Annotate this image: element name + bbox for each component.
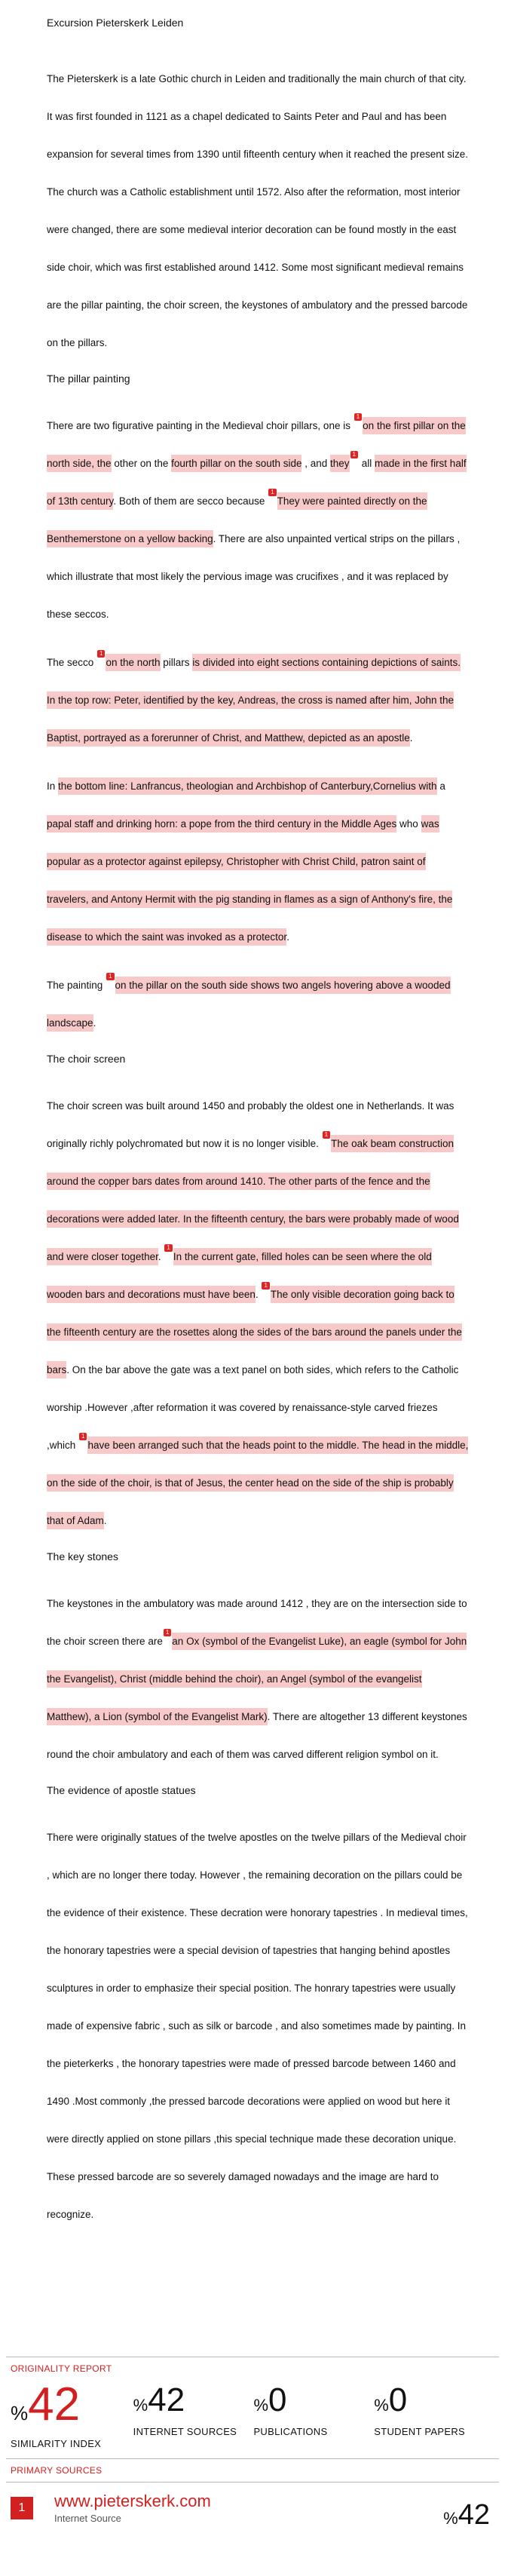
paragraph bbox=[47, 407, 469, 633]
highlighted-text: fourth pillar on the south side bbox=[171, 455, 301, 472]
match-marker[interactable]: 1 bbox=[268, 489, 276, 496]
document-title: Excursion Pieterskerk Leiden bbox=[47, 17, 184, 29]
text: The secco bbox=[47, 657, 97, 668]
match-marker[interactable]: 1 bbox=[262, 1282, 269, 1290]
publications-caption: PUBLICATIONS bbox=[253, 2426, 328, 2437]
student-papers-caption: STUDENT PAPERS bbox=[374, 2426, 465, 2437]
paragraph bbox=[47, 768, 469, 956]
highlighted-text: The oak beam construction around the copper bars dates from around 1410. The other parts of the fence and the decorations were added later. In the fifteenth century, the bars were probably made of wood and were closer together bbox=[47, 1135, 459, 1265]
text: The keystones in the ambulatory was made around 1412 , they are on the intersection side to the choir screen there are bbox=[47, 1598, 467, 1647]
highlighted-text: is divided into eight sections containing depictions of saints. In the top row: Peter, identified by the key, Andreas, the cross is named after him, John the Baptist, portrayed as a forerunner of Christ, and Matthew, depicted as an apostle bbox=[47, 654, 461, 747]
section-heading: The key stones bbox=[47, 1550, 118, 1562]
match-marker[interactable]: 1 bbox=[97, 650, 105, 658]
text: . bbox=[409, 732, 413, 744]
originality-report-label: ORIGINALITY REPORT bbox=[11, 2363, 112, 2374]
paragraph bbox=[47, 60, 469, 362]
section-heading: The pillar painting bbox=[47, 373, 130, 385]
highlighted-text: The only visible decoration going back to the fifteenth century are the rosettes along the sides of the bars around the panels under the bars bbox=[47, 1286, 462, 1378]
highlighted-text: have been arranged such that the heads point to the middle. The head in the middle, on the side of the choir, is that of Jesus, the center head on the side of the ship is probably that of Adam bbox=[47, 1437, 468, 1529]
document-body bbox=[47, 17, 469, 2244]
highlighted-text: made in the first half of 13th century bbox=[47, 455, 467, 510]
percent-symbol: % bbox=[133, 2396, 148, 2415]
text: The choir screen was built around 1450 and probably the oldest one in Netherlands. It was originally richly polychromated but now it is no longer visible. bbox=[47, 1100, 454, 1149]
internet-sources-caption: INTERNET SOURCES bbox=[133, 2426, 237, 2437]
source-percent-value: 42 bbox=[458, 2499, 490, 2531]
internet-sources-stat bbox=[133, 2381, 254, 2449]
percent-symbol: % bbox=[374, 2396, 389, 2415]
source-percent bbox=[443, 2499, 490, 2532]
text: . On the bar above the gate was a text panel on both sides, which refers to the Catholic worship .However ,after reformation it was covered by renaissance-style carved friezes ,which bbox=[47, 1364, 459, 1451]
text: There are two figurative painting in the Medieval choir pillars, one is bbox=[47, 420, 354, 431]
originality-report bbox=[0, 2357, 505, 2533]
text: . There are also unpainted vertical strips on the pillars , which illustrate that most likely the pervious image was crucifixes , and it was replaced by these seccos. bbox=[47, 533, 461, 620]
paragraph bbox=[47, 1819, 469, 2234]
similarity-index-caption: SIMILARITY INDEX bbox=[11, 2438, 102, 2449]
text: all bbox=[359, 458, 375, 469]
text: a bbox=[436, 780, 445, 792]
paragraph bbox=[47, 644, 469, 757]
highlighted-text: an Ox (symbol of the Evangelist Luke), an eagle (symbol for John the Evangelist), Christ (middle behind the choir), an Angel (symbol of the evangelist Matthew), a Lion (symbol of the Evangelist Mark) bbox=[47, 1633, 467, 1725]
text: who bbox=[396, 818, 421, 830]
text: . bbox=[286, 931, 289, 943]
text: . There are altogether 13 different keystones round the choir ambulatory and each of them was carved different religion symbol on it. bbox=[47, 1711, 467, 1760]
highlighted-text: on the first pillar on the north side, the bbox=[47, 417, 466, 472]
paragraph bbox=[47, 1585, 469, 1774]
student-papers-value: 0 bbox=[388, 2381, 408, 2418]
publications-value: 0 bbox=[268, 2381, 287, 2418]
internet-sources-value: 42 bbox=[148, 2381, 185, 2418]
text: other on the bbox=[111, 458, 172, 469]
match-marker[interactable]: 1 bbox=[106, 973, 114, 980]
percent-symbol: % bbox=[11, 2402, 29, 2424]
section-heading: The choir screen bbox=[47, 1053, 126, 1065]
source-type: Internet Source bbox=[54, 2513, 121, 2524]
text: In bbox=[47, 780, 59, 792]
percent-symbol: % bbox=[253, 2396, 269, 2415]
highlighted-text: In the current gate, filled holes can be seen where the old wooden bars and decorations must have been bbox=[47, 1248, 432, 1303]
similarity-index-value: 42 bbox=[28, 2378, 81, 2430]
similarity-index-stat bbox=[11, 2378, 133, 2449]
match-marker[interactable]: 1 bbox=[79, 1433, 87, 1440]
document-content bbox=[47, 60, 469, 2234]
highlighted-text: They were painted directly on the Benthemerstone on a yellow backing bbox=[47, 492, 427, 547]
highlighted-text: papal staff and drinking horn: a pope from the third century in the Middle Ages bbox=[47, 815, 396, 833]
match-marker[interactable]: 1 bbox=[164, 1244, 172, 1252]
section-heading: The evidence of apostle statues bbox=[47, 1784, 196, 1796]
text: There were originally statues of the twelve apostles on the twelve pillars of the Medieval choir , which are no longer there today. However , the remaining decoration on the pillars could be the evidence of their existence. These decration were honorary tapestries . In medieval times, the honorary tapestries were a special devision of tapestries that hanging behind apostles sculptures in order to emphasize their special position. The honrary tapestries were usually made of expensive fabric , such as silk or barcode , and also sometimes made by painting. In the pieterkerks , the honorary tapestries were made of pressed barcode between 1460 and 1490 .Most commonly ,the pressed barcode decorations were applied on wood but here it were directly applied on stone pillars ,this special technique made these decoration unique. These pressed barcode are so severely damaged nowadays and the image are hard to recognize. bbox=[47, 1832, 468, 2220]
source-url-link[interactable]: www.pieterskerk.com bbox=[54, 2492, 211, 2510]
text: . bbox=[103, 1515, 107, 1526]
text: , and bbox=[301, 458, 331, 469]
text: The painting bbox=[47, 980, 106, 991]
source-rank-badge: 1 bbox=[11, 2497, 33, 2519]
publications-stat bbox=[253, 2381, 374, 2449]
paragraph bbox=[47, 967, 469, 1042]
match-marker[interactable]: 1 bbox=[164, 1629, 171, 1636]
highlighted-text: they bbox=[330, 455, 350, 472]
highlighted-text: was popular as a protector against epilepsy, Christopher with Christ Child, patron saint of travelers, and Antony Hermit with the pig standing in flames as a sign of Anthony's fire, the disease to which the saint was invoked as a protector bbox=[47, 815, 452, 946]
match-marker[interactable]: 1 bbox=[350, 451, 358, 458]
paragraph bbox=[47, 1087, 469, 1540]
student-papers-stat bbox=[374, 2381, 494, 2449]
text: . bbox=[255, 1289, 262, 1300]
highlighted-text: the bottom line: Lanfrancus, theologian and Archbishop of Canterbury,Cornelius with bbox=[58, 777, 437, 795]
text: pillars bbox=[160, 657, 193, 668]
match-marker[interactable]: 1 bbox=[323, 1131, 330, 1139]
source-item[interactable] bbox=[0, 2482, 505, 2533]
report-stats bbox=[0, 2380, 505, 2458]
text: . Both of them are secco because bbox=[113, 495, 268, 507]
match-marker[interactable]: 1 bbox=[354, 413, 362, 421]
primary-sources-label: PRIMARY SOURCES bbox=[11, 2465, 103, 2476]
text: The Pieterskerk is a late Gothic church in Leiden and traditionally the main church of that city. It was first founded in 1121 as a chapel dedicated to Saints Peter and Paul and has been expansion for several times from 1390 until fifteenth century when it reached the present size. The church was a Catholic establishment until 1572. Also after the reformation, most interior were changed, there are some medieval interior decoration can be found mostly in the east side choir, which was first established around 1412. Some most significant medieval remains are the pillar painting, the choir screen, the keystones of ambulatory and the pressed barcode on the pillars. bbox=[47, 73, 469, 348]
text: . bbox=[93, 1017, 96, 1029]
text: . bbox=[158, 1251, 164, 1262]
highlighted-text: on the north bbox=[106, 654, 160, 671]
percent-symbol: % bbox=[443, 2509, 458, 2528]
highlighted-text: on the pillar on the south side shows two angels hovering above a wooded landscape bbox=[47, 977, 451, 1032]
